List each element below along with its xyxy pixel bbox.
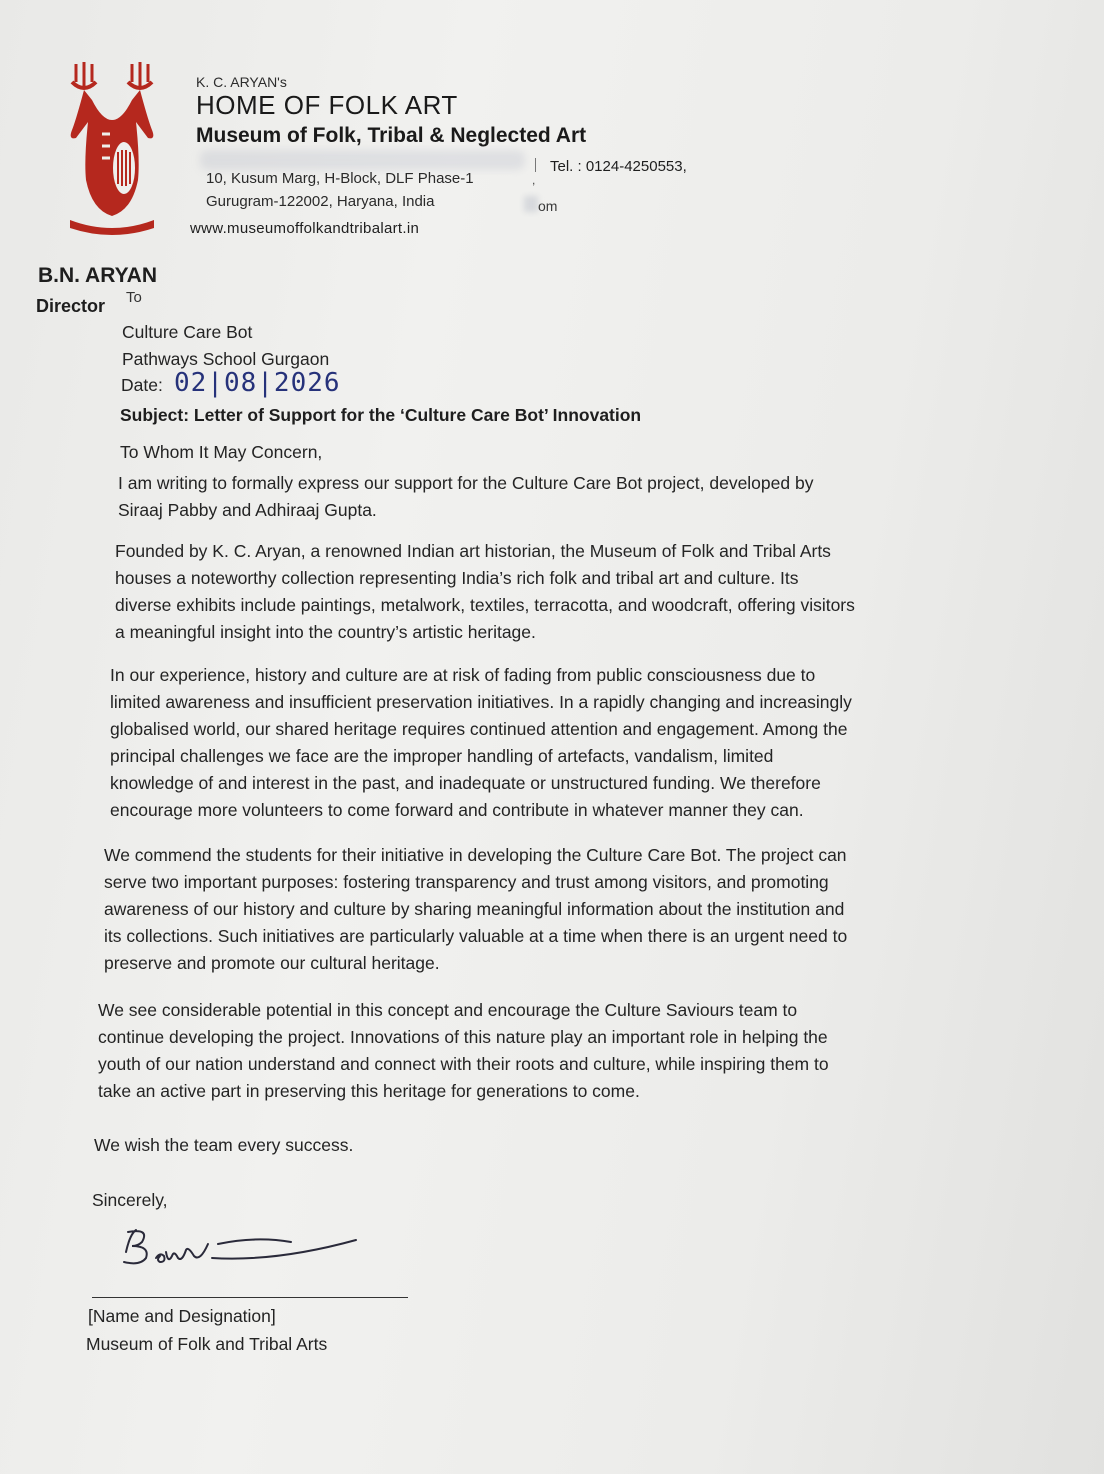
telephone: Tel. : 0124-4250553, (550, 158, 687, 175)
handwritten-signature (116, 1222, 376, 1277)
website: www.museumoffolkandtribalart.in (190, 220, 420, 237)
paragraph-line: In our experience, history and culture are at risk of fading from public consciousness due to (110, 665, 816, 685)
subject-line: Subject: Letter of Support for the ‘Culture Care Bot’ Innovation (120, 405, 642, 425)
paragraph-line: Founded by K. C. Aryan, a renowned Indian art historian, the Museum of Folk and Tribal Arts (115, 541, 831, 561)
name-designation: [Name and Designation] (88, 1306, 276, 1326)
paragraph-line: globalised world, our shared heritage requires continued attention and engagement. Among the (110, 719, 848, 739)
signoff: Sincerely, (92, 1190, 168, 1210)
salutation: To Whom It May Concern, (120, 442, 323, 462)
paragraph-line: continue developing the project. Innovations of this nature play an important role in helping the (98, 1027, 828, 1047)
paragraph-line: take an active part in preserving this heritage for generations to come. (98, 1081, 640, 1101)
paragraph-line: Siraaj Pabby and Adhiraaj Gupta. (118, 500, 377, 520)
director-title: Director (36, 296, 106, 316)
recipient-line-2: Pathways School Gurgaon (122, 349, 330, 369)
paragraph-3 (110, 662, 852, 824)
paragraph-line: diverse exhibits include paintings, metalwork, textiles, terracotta, and woodcraft, offering visitors (115, 595, 855, 615)
paragraph-line: awareness of our history and culture by sharing meaningful information about the institution and (104, 899, 845, 919)
letterhead-owner: K. C. ARYAN's (196, 74, 287, 90)
paragraph-line: its collections. Such initiatives are particularly valuable at a time when there is an urgent need to (104, 926, 848, 946)
redacted-region (200, 150, 525, 170)
paragraph-line: We commend the students for their initiative in developing the Culture Care Bot. The project can (104, 845, 847, 865)
director-name: B.N. ARYAN (38, 264, 158, 287)
paragraph-1 (118, 470, 813, 524)
paragraph-5 (98, 997, 829, 1105)
paragraph-line: We see considerable potential in this concept and encourage the Culture Saviours team to (98, 1000, 798, 1020)
organization-name: Museum of Folk and Tribal Arts (86, 1334, 328, 1354)
paragraph-4 (104, 842, 847, 977)
paragraph-line: limited awareness and insufficient preservation initiatives. In a rapidly changing and increasingly (110, 692, 852, 712)
paragraph-line: principal challenges we face are the improper handling of artefacts, vandalism, limited (110, 746, 774, 766)
paragraph-line: houses a noteworthy collection representing India’s rich folk and tribal art and culture. Its (115, 568, 799, 588)
paragraph-2 (115, 538, 855, 646)
handwritten-date: 02|08|2026 (174, 368, 341, 398)
paragraph-line: knowledge of and interest in the past, and inadequate or unstructured funding. We therefore (110, 773, 821, 793)
to-label: To (126, 289, 142, 306)
divider (535, 158, 536, 172)
paragraph-line: encourage more volunteers to come forward and contribute in whatever manner they can. (110, 800, 804, 820)
letterhead-subtitle: Museum of Folk, Tribal & Neglected Art (196, 124, 587, 147)
paragraph-line: serve two important purposes: fostering transparency and trust among visitors, and promoting (104, 872, 829, 892)
separator: , (532, 173, 536, 187)
closing-wish: We wish the team every success. (94, 1135, 354, 1155)
address-line-1: 10, Kusum Marg, H-Block, DLF Phase-1 (206, 170, 474, 187)
paragraph-line: I am writing to formally express our support for the Culture Care Bot project, developed by (118, 473, 814, 493)
signature-line (92, 1297, 408, 1298)
email-fragment: om (538, 198, 558, 214)
paragraph-line: youth of our nation understand and connect with their roots and culture, while inspiring them to (98, 1054, 829, 1074)
address-line-2: Gurugram-122002, Haryana, India (206, 193, 435, 210)
recipient-line-1: Culture Care Bot (122, 322, 253, 342)
paragraph-line: preserve and promote our cultural heritage. (104, 953, 440, 973)
paragraph-line: a meaningful insight into the country’s artistic heritage. (115, 622, 536, 642)
date-label: Date: (121, 375, 163, 395)
redacted-region (524, 196, 538, 212)
museum-logo-icon (62, 60, 162, 240)
letterhead-title: HOME OF FOLK ART (196, 90, 458, 120)
